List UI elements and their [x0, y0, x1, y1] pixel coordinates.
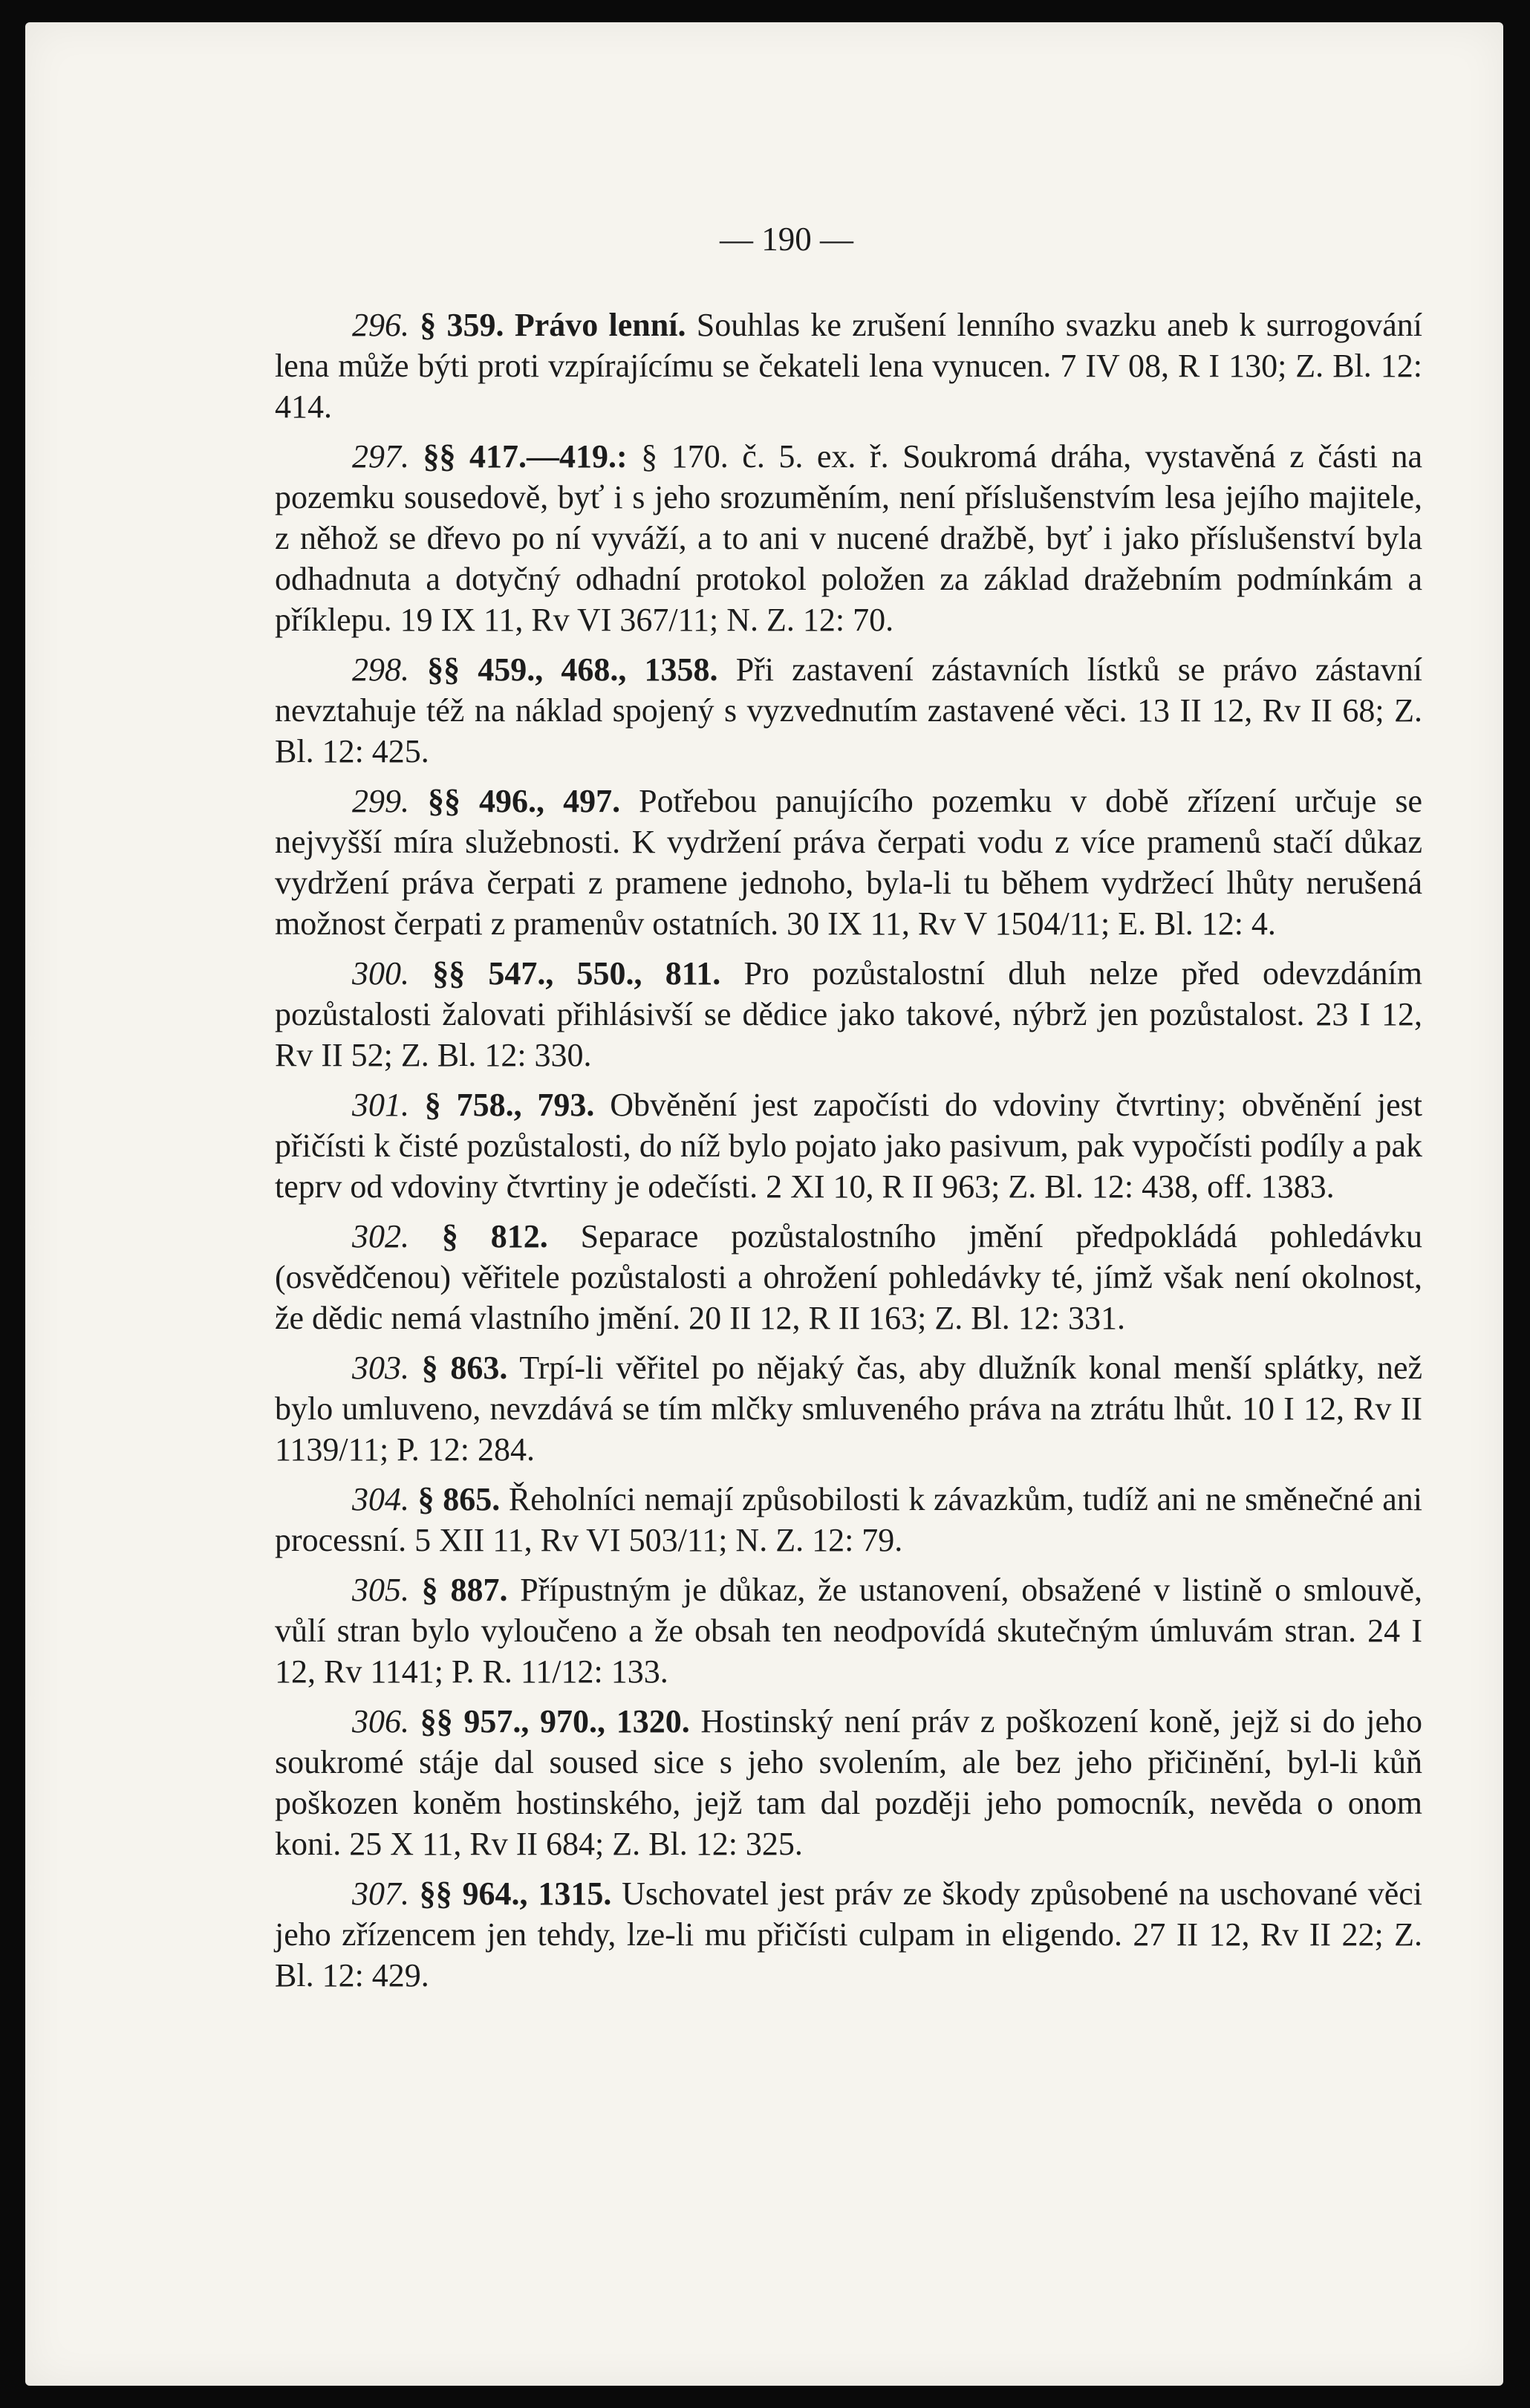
- entry-305: [275, 1569, 1422, 1692]
- entry-number: 303.: [352, 1350, 409, 1386]
- entry-306: [275, 1701, 1422, 1864]
- entry-text: Při zastavení zástavních lístků se právo zástavní nevztahuje též na náklad spojený s vyzvednutím zastavené věci. 13 II 12, Rv II 68; Z. Bl. 12: 425.: [275, 651, 1423, 769]
- entry-number: 297.: [352, 438, 409, 475]
- entry-number: 305.: [352, 1572, 409, 1608]
- entry-paragraphs: §§ 957., 970., 1320.: [420, 1703, 690, 1740]
- entry-text: Potřebou panujícího pozemku v době zřízení určuje se nejvyšší míra služebnosti. K vydržení práva čerpati vodu z více pramenů stačí důkaz vydržení práva čerpati z pramene jednoho, byla-li tu během vydržecí lhůty nerušená možnost čerpati z pramenův ostatních. 30 IX 11, Rv V 1504/11; E. Bl. 12: 4.: [275, 783, 1423, 942]
- entry-text: Uschovatel jest práv ze škody způsobené na uschované věci jeho zřízencem jen tehdy, lze-li mu přičísti culpam in eligendo. 27 II 12, Rv II 22; Z. Bl. 12: 429.: [275, 1875, 1422, 1994]
- entry-303: [275, 1347, 1422, 1470]
- book-page: [25, 22, 1503, 2386]
- entry-paragraphs: §§ 417.—419.:: [423, 438, 628, 475]
- entry-heading: Právo lenní.: [514, 307, 686, 343]
- entry-text: Přípustným je důkaz, že ustanovení, obsažené v listině o smlouvě, vůlí stran bylo vyloučeno a že obsah ten neodpovídá skutečným úmluvám stran. 24 I 12, Rv 1141; P. R. 11/12: 133.: [275, 1572, 1423, 1690]
- entry-paragraphs: §§ 964., 1315.: [419, 1875, 612, 1912]
- entry-paragraphs: § 863.: [421, 1350, 508, 1386]
- entry-paragraphs: § 865.: [417, 1481, 501, 1517]
- entry-296: [275, 305, 1422, 427]
- entry-298: [275, 649, 1422, 772]
- entry-number: 296.: [352, 307, 409, 343]
- entry-304: [275, 1479, 1422, 1561]
- entry-text: Hostinský není práv z poškození koně, jejž si do jeho soukromé stáje dal soused sice s jeho svolením, ale bez jeho přičinění, byl-li kůň poškozen koněm hostinského, jejž tam dal později jeho pomocník, nevěda o onom koni. 25 X 11, Rv II 684; Z. Bl. 12: 325.: [275, 1703, 1423, 1862]
- entry-paragraphs: § 359.: [420, 307, 504, 343]
- entry-number: 304.: [352, 1481, 409, 1517]
- entry-307: [275, 1873, 1422, 1996]
- entry-number: 302.: [352, 1218, 409, 1255]
- entry-paragraphs: § 758., 793.: [424, 1087, 595, 1123]
- entry-text: § 170. č. 5. ex. ř. Soukromá dráha, vystavěná z části na pozemku sousedově, byť i s jeho srozuměním, není příslušenstvím lesa jejího majitele, z něhož se dřevo po ní vyváží, a to ani v nucené dražbě, byť i jako příslušenství byla odhadnuta a dotyčný odhadní protokol položen za základ dražebním podmínkám a příklepu. 19 IX 11, Rv VI 367/11; N. Z. 12: 70.: [275, 438, 1422, 638]
- entry-number: 298.: [352, 651, 409, 688]
- entry-text: Pro pozůstalostní dluh nelze před odevzdáním pozůstalosti žalovati přihlásivší se dědice jako takové, nýbrž jen pozůstalost. 23 I 12, Rv II 52; Z. Bl. 12: 330.: [275, 955, 1422, 1073]
- entry-number: 307.: [352, 1875, 409, 1912]
- entry-299: [275, 781, 1422, 944]
- entry-text: Řeholníci nemají způsobilosti k závazkům, tudíž ani ne směnečné ani processní. 5 XII 11, Rv VI 503/11; N. Z. 12: 79.: [275, 1481, 1422, 1558]
- entry-301: [275, 1084, 1422, 1207]
- page-number: — 190 —: [720, 221, 853, 258]
- entry-number: 299.: [352, 783, 409, 819]
- entry-302: [275, 1216, 1422, 1338]
- entry-297: [275, 436, 1422, 640]
- entry-paragraphs: §§ 459., 468., 1358.: [427, 651, 718, 688]
- entry-paragraphs: § 887.: [421, 1572, 508, 1608]
- entry-300: [275, 953, 1422, 1076]
- entry-number: 300.: [352, 955, 409, 992]
- page-body: [275, 305, 1422, 2005]
- entry-text: Trpí-li věřitel po nějaký čas, aby dlužník konal menší splátky, než bylo umluveno, nevzdává se tím mlčky smluveného práva na ztrátu lhůt. 10 I 12, Rv II 1139/11; P. 12: 284.: [275, 1350, 1423, 1468]
- entry-number: 301.: [352, 1087, 409, 1123]
- entry-paragraphs: §§ 547., 550., 811.: [432, 955, 721, 992]
- entry-paragraphs: § 812.: [441, 1218, 548, 1255]
- entry-number: 306.: [352, 1703, 409, 1740]
- entry-text: Obvěnění jest započísti do vdoviny čtvrtiny; obvěnění jest přičísti k čisté pozůstalosti, do níž bylo pojato jako pasivum, pak vypočísti podíly a pak teprv od vdoviny čtvrtiny je odečísti. 2 XI 10, R II 963; Z. Bl. 12: 438, off. 1383.: [275, 1087, 1422, 1205]
- entry-paragraphs: §§ 496., 497.: [428, 783, 621, 819]
- entry-text: Souhlas ke zrušení lenního svazku aneb k surrogování lena může býti proti vzpírajícímu se čekateli lena vynucen. 7 IV 08, R I 130; Z. Bl. 12: 414.: [275, 307, 1423, 425]
- entry-text: Separace pozůstalostního jmění předpokládá pohledávku (osvědčenou) věřitele pozůstalosti a ohrožení pohledávky té, jímž však není okolnost, že dědic nemá vlastního jmění. 20 II 12, R II 163; Z. Bl. 12: 331.: [275, 1218, 1423, 1336]
